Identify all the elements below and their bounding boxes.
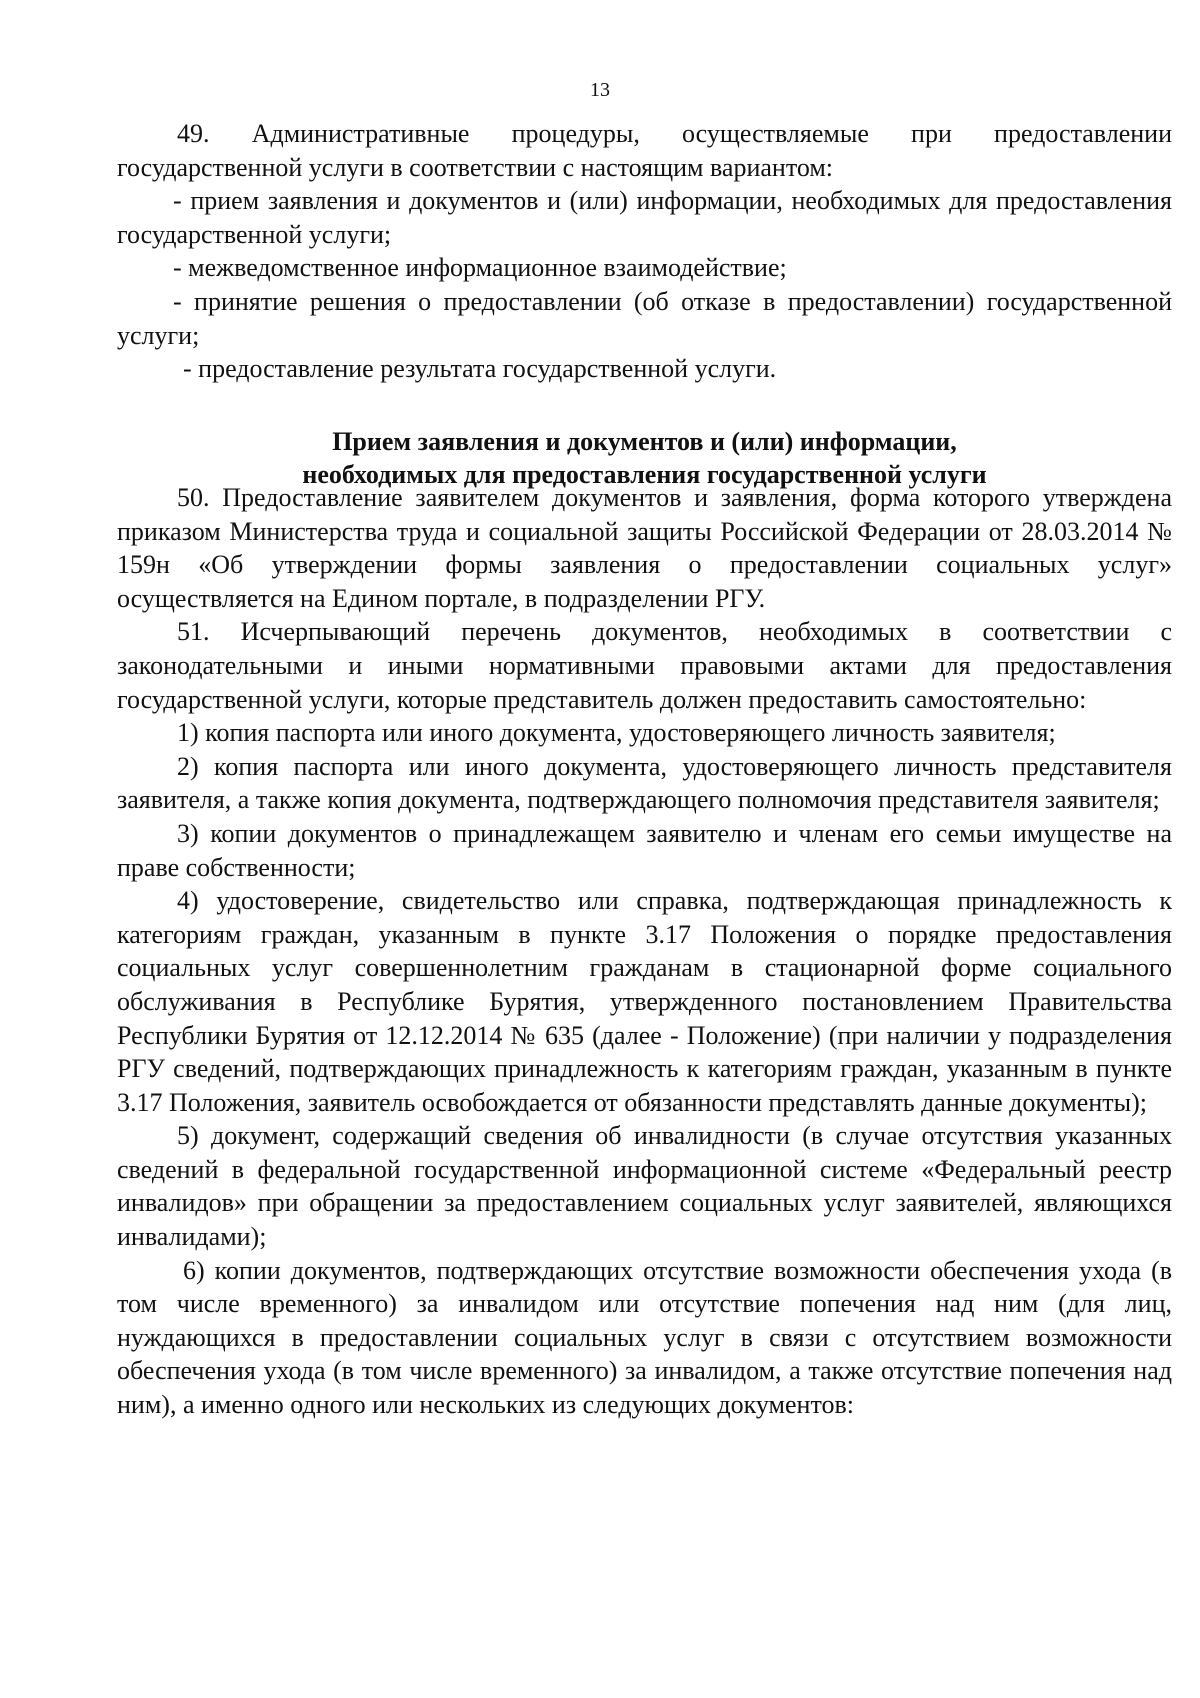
list-item-51-2: 2) копия паспорта или иного документа, удостоверяющего личность представителя заявителя, а также копия документа, подтверждающего полномочия представителя заявителя; xyxy=(117,751,1172,815)
list-item-49-3: - принятие решения о предоставлении (об отказе в предоставлении) государственной услуги; xyxy=(117,286,1172,350)
list-item-51-5: 5) документ, содержащий сведения об инвалидности (в случае отсутствия указанных сведений в федеральной государственной информационной системе «Федеральный реестр инвалидов» при обращении за предоставлением социальных услуг заявителей, являющихся инвалидами); xyxy=(117,1121,1172,1252)
list-item-51-3: 3) копии документов о принадлежащем заявителю и членам его семьи имуществе на праве собственности; xyxy=(117,818,1172,882)
list-item-51-1: 1) копия паспорта или иного документа, удостоверяющего личность заявителя; xyxy=(177,718,1056,748)
list-item-49-4: - предоставление результата государственной услуги. xyxy=(183,354,777,384)
page-number: 13 xyxy=(590,79,610,101)
heading-line-2: необходимых для предоставления государственной услуги xyxy=(302,460,987,489)
list-item-51-4: 4) удостоверение, свидетельство или справка, подтверждающая принадлежность к категориям граждан, указанным в пункте 3.17 Положения о порядке предоставления социальных услуг совершеннолетним гражданам в стационарной форме социального обслуживания в Республике Бурятия, утвержденного постановлением Правительства Республики Бурятия от 12.12.2014 № 635 (далее - Положение) (при наличии у подразделения РГУ сведений, подтверждающих принадлежность к категориям граждан, указанным в пункте 3.17 Положения, заявитель освобождается от обязанности представлять данные документы); xyxy=(117,886,1172,1117)
heading-line-1: Прием заявления и документов и (или) информации, xyxy=(332,427,957,456)
paragraph-50: 50. Предоставление заявителем документов и заявления, форма которого утверждена приказом Министерства труда и социальной защиты Российской Федерации от 28.03.2014 № 159н «Об утверждении формы заявления о предоставлении социальных услуг» осуществляется на Едином портале, в подразделении РГУ. xyxy=(117,483,1172,613)
section-49 xyxy=(117,117,1172,386)
list-item-49-2: - межведомственное информационное взаимодействие; xyxy=(173,253,787,283)
paragraph-49-intro: 49. Административные процедуры, осуществляемые при предоставлении государственной услуги в соответствии с настоящим вариантом: xyxy=(117,119,1172,182)
paragraph-51-intro: 51. Исчерпывающий перечень документов, необходимых в соответствии с законодательными и иными нормативными правовыми актами для предоставления государственной услуги, которые представитель должен предоставить самостоятельно: xyxy=(117,617,1172,714)
list-item-49-1: - прием заявления и документов и (или) информации, необходимых для предоставления государственной услуги; xyxy=(117,186,1172,249)
main-content xyxy=(117,481,1172,1422)
list-item-51-6: 6) копии документов, подтверждающих отсутствие возможности обеспечения ухода (в том числе временного) за инвалидом или отсутствие попечения над ним (для лиц, нуждающихся в предоставлении социальных услуг в связи с отсутствием возможности обеспечения ухода (в том числе временного) за инвалидом, а также отсутствие попечения над ним), а именно одного или нескольких из следующих документов: xyxy=(117,1255,1172,1420)
